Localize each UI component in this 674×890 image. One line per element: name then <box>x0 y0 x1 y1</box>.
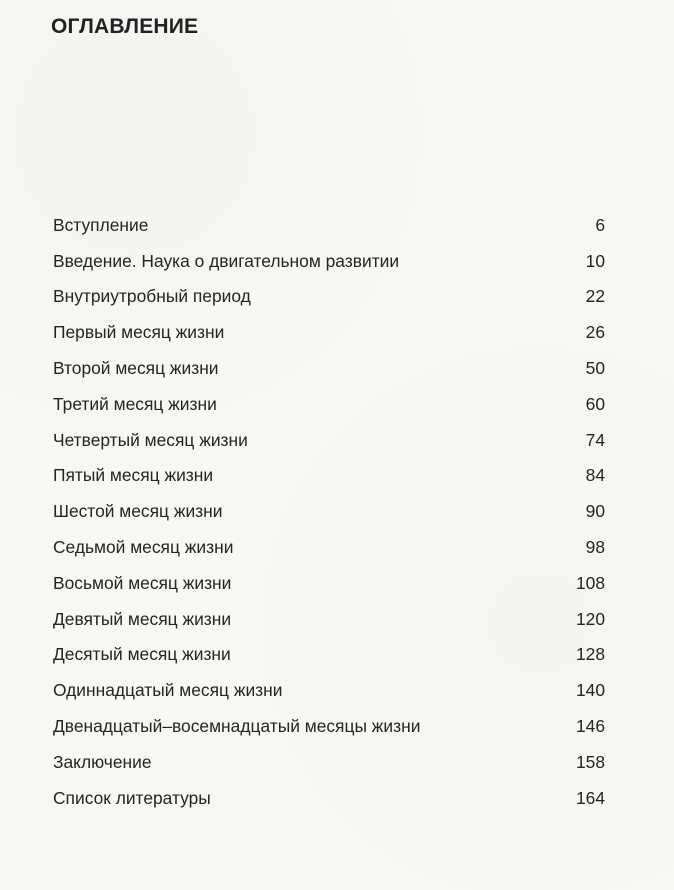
toc-entry-label: Вступление <box>53 214 149 235</box>
toc-entry-label: Список литературы <box>53 787 211 808</box>
toc-entry <box>53 601 605 637</box>
toc-entry <box>53 744 605 780</box>
toc-entry <box>53 314 605 350</box>
toc-entry-label: Третий месяц жизни <box>53 393 217 414</box>
toc-entry-page: 60 <box>585 393 605 414</box>
toc-entry <box>53 637 605 673</box>
toc-entry-label: Пятый месяц жизни <box>53 465 214 486</box>
toc-entry <box>53 672 605 708</box>
toc-entry-page: 74 <box>585 429 605 450</box>
table-of-contents <box>53 207 605 816</box>
toc-entry-label: Первый месяц жизни <box>53 322 225 343</box>
toc-entry-page: 6 <box>595 214 605 235</box>
toc-entry-page: 84 <box>585 465 605 486</box>
toc-entry-page: 128 <box>575 644 605 665</box>
toc-entry-page: 22 <box>585 286 605 307</box>
toc-entry-page: 108 <box>575 572 605 593</box>
toc-entry-label: Двенадцатый–восемнадцатый месяцы жизни <box>53 716 421 737</box>
toc-entry-page: 10 <box>585 250 605 271</box>
toc-entry-label: Введение. Наука о двигательном развитии <box>53 250 400 271</box>
toc-entry <box>53 350 605 386</box>
toc-entry-label: Восьмой месяц жизни <box>53 572 232 593</box>
toc-entry <box>53 529 605 565</box>
toc-entry-page: 158 <box>575 751 605 772</box>
toc-entry-label: Десятый месяц жизни <box>53 644 231 665</box>
page-title: ОГЛАВЛЕНИЕ <box>51 15 199 38</box>
toc-entry-label: Заключение <box>53 751 152 772</box>
toc-entry <box>53 458 605 494</box>
toc-entry <box>53 207 605 243</box>
toc-entry-page: 50 <box>585 358 605 379</box>
toc-entry <box>53 243 605 279</box>
toc-entry-page: 120 <box>575 608 605 629</box>
toc-entry-page: 98 <box>585 537 605 558</box>
toc-entry <box>53 386 605 422</box>
toc-entry-label: Второй месяц жизни <box>53 358 219 379</box>
toc-entry <box>53 493 605 529</box>
toc-entry <box>53 422 605 458</box>
toc-entry-page: 90 <box>585 501 605 522</box>
toc-entry-label: Седьмой месяц жизни <box>53 537 234 558</box>
toc-entry-label: Шестой месяц жизни <box>53 501 223 522</box>
toc-entry-page: 26 <box>585 322 605 343</box>
toc-entry-page: 146 <box>575 716 605 737</box>
toc-entry <box>53 780 605 816</box>
toc-entry-page: 140 <box>575 680 605 701</box>
toc-entry <box>53 708 605 744</box>
toc-entry-label: Четвертый месяц жизни <box>53 429 248 450</box>
toc-entry-label: Внутриутробный период <box>53 286 251 307</box>
toc-entry <box>53 565 605 601</box>
toc-entry-label: Одиннадцатый месяц жизни <box>53 680 283 701</box>
toc-entry-page: 164 <box>575 787 605 808</box>
toc-entry <box>53 279 605 315</box>
toc-entry-label: Девятый месяц жизни <box>53 608 232 629</box>
